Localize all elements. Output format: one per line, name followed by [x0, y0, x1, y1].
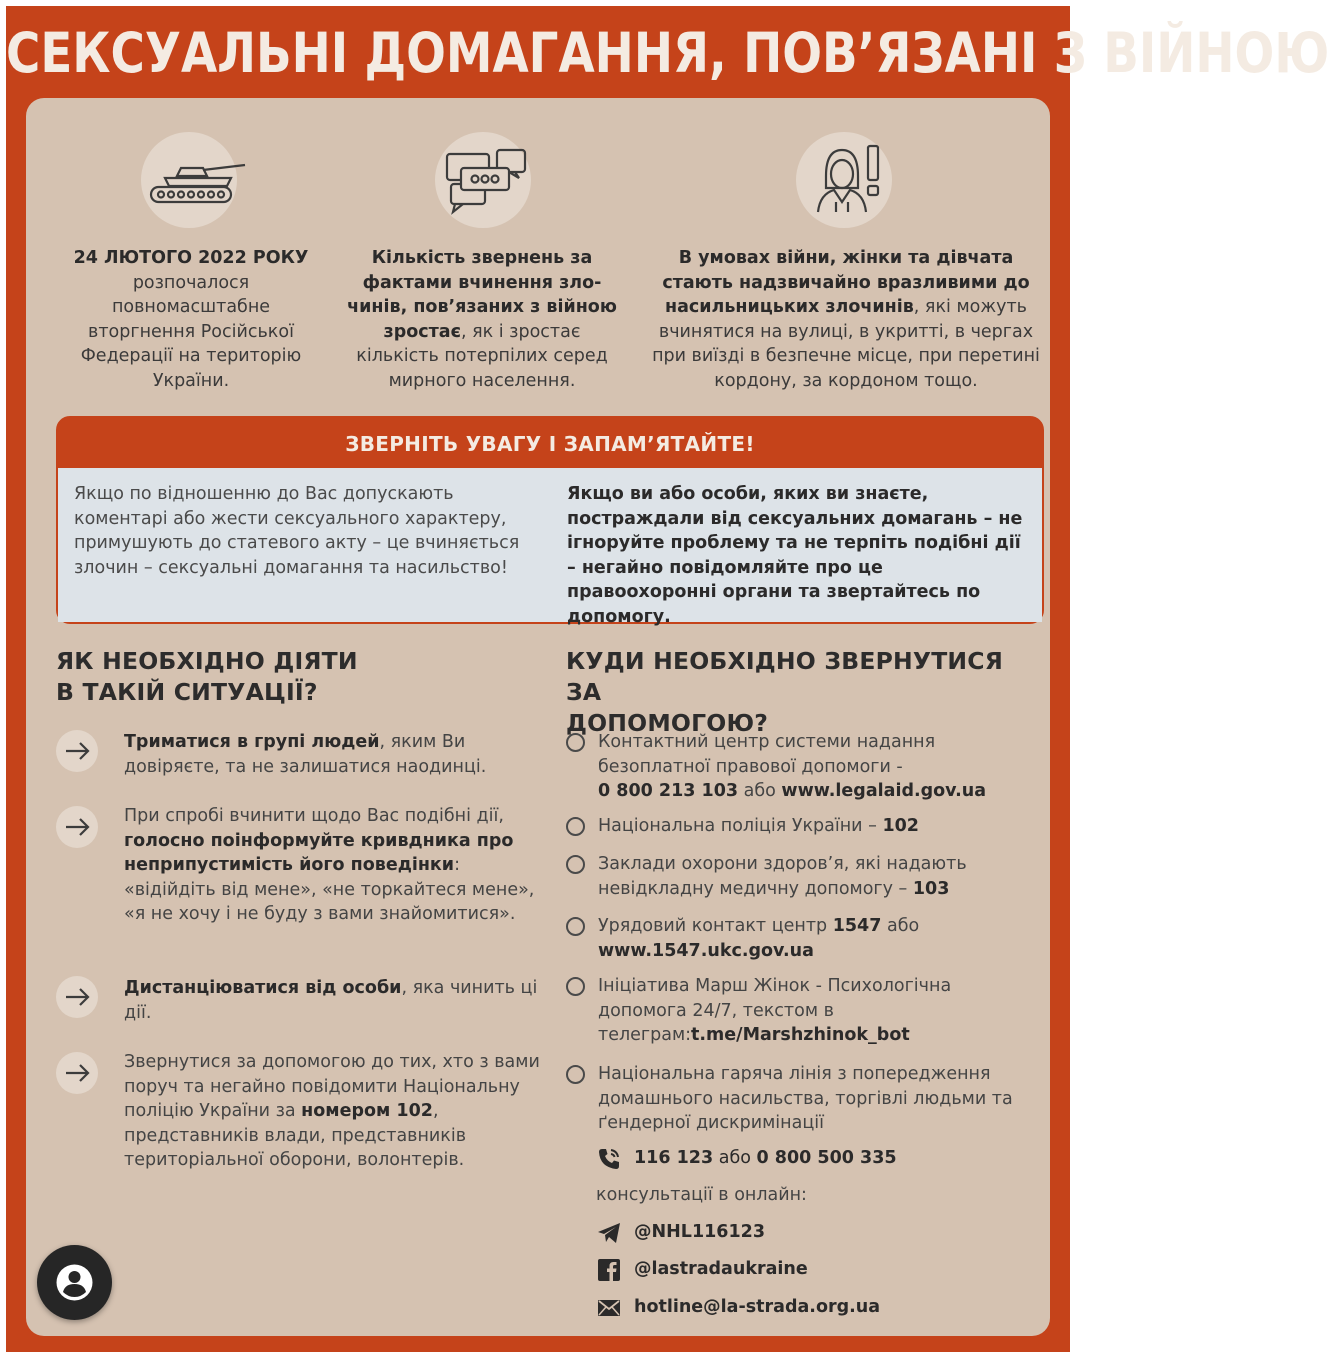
facebook-contact: [596, 1257, 1026, 1285]
actions-heading-line2: В ТАКІЙ СИТУАЦІЇ?: [56, 678, 318, 706]
bullet-circle-icon: [566, 817, 585, 836]
chat-bubbles-icon: [435, 132, 531, 228]
online-consult-label: консультації в онлайн:: [596, 1185, 807, 1205]
arrow-right-icon: [56, 806, 98, 848]
help-item-text: Заклади охорони здоров’я, які надають невідкладну медичну допомогу – 103: [598, 854, 967, 899]
facebook-icon: [596, 1257, 622, 1283]
email-address[interactable]: hotline@la-strada.org.ua: [634, 1297, 881, 1317]
arrow-right-icon: [56, 1052, 98, 1094]
arrow-right-icon: [56, 976, 98, 1018]
action-step-text: При спробі вчинити щодо Вас подібні дії, голосно поінформуйте кривдника про неприпустимість його поведінки: «відійдіть від мене», «не торкайтеся мене», «я не хочу і не буду з вами знайомитися».: [124, 806, 535, 924]
action-step-text: Звернутися за допомогою до тих, хто з вами поруч та негайно повідомити Національну поліцію України за номером 102, представників влади, представників територіальної оборони, волонтерів.: [124, 1052, 540, 1170]
poster-title: СЕКСУАЛЬНІ ДОМАГАННЯ, ПОВ’ЯЗАНІ З ВІЙНОЮ: [6, 22, 1329, 86]
arrow-right-icon: [56, 730, 98, 772]
help-heading-line2: ДОПОМОГОЮ?: [566, 709, 769, 737]
bullet-circle-icon: [566, 977, 585, 996]
help-item-text: Національна гаряча лінія з попередження домашнього насильства, торгівлі людьми та ґендерної дискримінації: [598, 1064, 1013, 1133]
intro-invasion-rest: розпочалося повномасштабне вторгнення Російської Федерації на територію України.: [80, 272, 302, 391]
bullet-circle-icon: [566, 917, 585, 936]
help-item-text: Урядовий контакт центр 1547 або www.1547.ukc.gov.ua: [598, 916, 920, 961]
intro-crimes-rest: , як і зростає кількість потерпілих серед мирного населення.: [356, 321, 608, 391]
user-circle-icon: [37, 1245, 112, 1320]
woman-alert-icon: [796, 132, 892, 228]
telegram-contact: [596, 1220, 1026, 1248]
help-item: [566, 814, 1036, 842]
poster: [6, 6, 1329, 1352]
telegram-handle[interactable]: @NHL116123: [634, 1222, 766, 1242]
attention-left-text: Якщо по відношенню до Вас допускають коментарі або жести сексуального характеру, примушують до статевого акту – це вчиняється злочин – сексуальні домагання та насильство!: [74, 484, 520, 578]
email-contact: [596, 1295, 1026, 1323]
action-step-text: Триматися в групі людей, яким Ви довіряєте, та не залишатися наодинці.: [124, 732, 487, 777]
hotline-phone-text[interactable]: 116 123 або 0 800 500 335: [634, 1148, 897, 1168]
intro-invasion-date: 24 ЛЮТОГО 2022 РОКУ: [73, 248, 309, 268]
help-item: [566, 852, 1036, 904]
help-item-text: Контактний центр системи надання безоплатної правової допомоги - 0 800 213 103 або www.legalaid.gov.ua: [598, 732, 987, 801]
help-item-text: Ініціатива Марш Жінок - Психологічна допомога 24/7, текстом в телеграм:t.me/Marshzhinok_bot: [598, 976, 952, 1045]
action-step: [56, 1050, 540, 1200]
content-panel: [26, 98, 1050, 1336]
help-item: [566, 730, 1036, 806]
hotline-phones: [596, 1146, 1026, 1174]
attention-box: [56, 416, 1044, 627]
action-step: [56, 730, 536, 790]
help-item-text: Національна поліція України – 102: [598, 816, 919, 836]
actions-heading-line1: ЯК НЕОБХІДНО ДІЯТИ: [56, 647, 358, 675]
intro-invasion-text: [56, 246, 326, 393]
intro-crimes-text: [344, 246, 620, 393]
phone-icon: [596, 1146, 622, 1172]
help-item: [566, 914, 1036, 966]
help-heading-line1: КУДИ НЕОБХІДНО ЗВЕРНУТИСЯ ЗА: [566, 647, 1004, 706]
bullet-circle-icon: [566, 733, 585, 752]
envelope-icon: [596, 1295, 622, 1321]
bullet-circle-icon: [566, 1065, 585, 1084]
intro-women-bold: В умовах війни, жінки та дівчата стають надзвичайно вразливими до насильницьких злочинів: [662, 248, 1030, 317]
intro-women-text: [652, 246, 1040, 393]
action-step: [56, 804, 536, 954]
action-step: [56, 976, 536, 1036]
actions-heading: [56, 646, 516, 708]
attention-heading: ЗВЕРНІТЬ УВАГУ І ЗАПАМ’ЯТАЙТЕ!: [345, 432, 755, 456]
help-item: [566, 974, 1036, 1050]
facebook-handle[interactable]: @lastradaukraine: [634, 1259, 808, 1279]
attention-right-text: Якщо ви або особи, яких ви знаєте, постраждали від сексуальних домагань – не ігноруйте проблему та не терпіть подібні дії – негайно повідомляйте про це правоохоронні органи та звертайтесь по допомогу.: [567, 484, 1023, 627]
help-heading: [566, 646, 1036, 739]
action-step-text: Дистанціюватися від особи, яка чинить ці дії.: [124, 978, 538, 1023]
bullet-circle-icon: [566, 855, 585, 874]
telegram-icon: [596, 1220, 622, 1246]
tank-icon: [141, 132, 237, 228]
intro-women-rest: , які можуть вчинятися на вулиці, в укритті, в чергах при виїзді в безпечне місце, при перетині кордону, за кордоном тощо.: [652, 297, 1040, 391]
attention-body: [58, 468, 1042, 627]
profile-button[interactable]: [37, 1245, 112, 1320]
intro-crimes-bold: Кількість звернень за фактами вчинення зло-чинів, пов’язаних з війною зростає: [347, 248, 617, 342]
help-item: [566, 1062, 1036, 1138]
